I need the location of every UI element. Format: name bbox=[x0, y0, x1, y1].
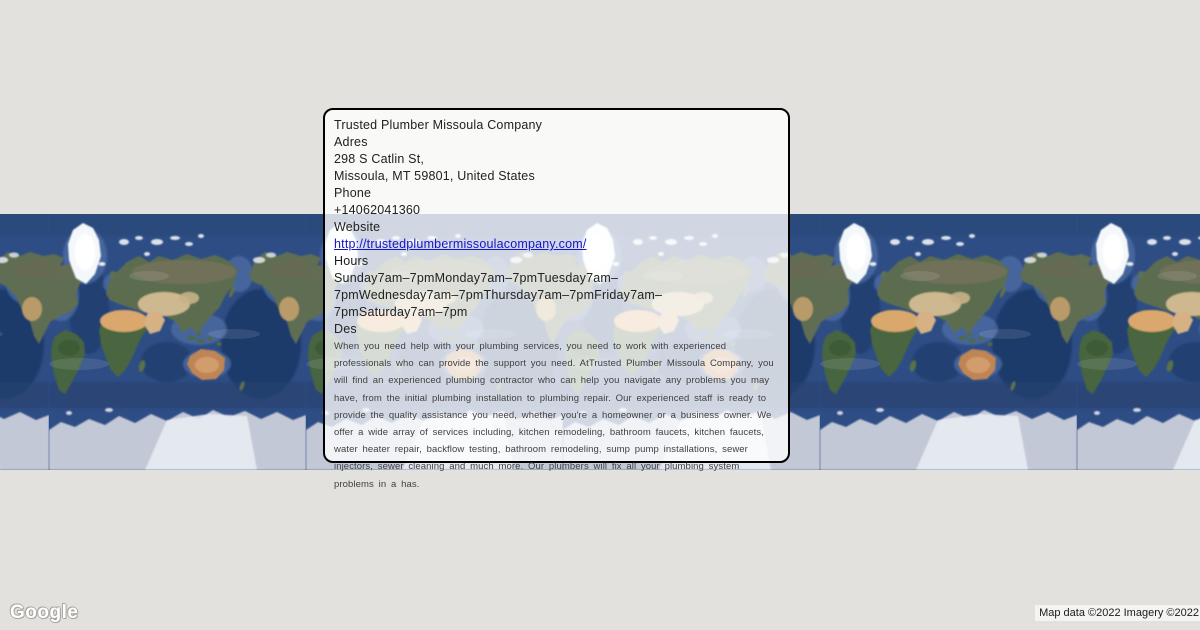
map-attribution: Map data ©2022 Imagery ©2022 bbox=[1035, 605, 1200, 621]
business-info-card bbox=[323, 108, 790, 490]
description-label: Des bbox=[334, 322, 357, 336]
world-map-tile bbox=[1077, 214, 1200, 470]
address-line-1: 298 S Catlin St, bbox=[334, 152, 425, 166]
website-label: Website bbox=[334, 220, 381, 234]
description-text: When you need help with your plumbing services, you need to work with experienced professionals who can provide the support you need. AtTrusted Plumber Missoula Company, you will find an experienced plumbing contractor who can help you navigate any problems you may have, from the initial plumbing installation to plumbing repair. Our experienced staff is ready to provide the quality assistance you need, whether you're a homeowner or a business owner. We offer a wide array of services including, kitchen remodeling, bathroom faucets, kitchen faucets, water heater repair, backflow testing, bathroom remodeling, sump pump installations, sewer injectors, sewer cleaning and much more. Our plumbers will fix all your plumbing system problems in a has. bbox=[334, 341, 774, 490]
world-map-tile bbox=[820, 214, 1077, 470]
google-logo[interactable]: Google bbox=[10, 602, 79, 623]
address-label: Adres bbox=[334, 135, 368, 149]
phone-number: +14062041360 bbox=[334, 203, 421, 217]
hours-label: Hours bbox=[334, 254, 369, 268]
website-link[interactable]: http://trustedplumbermissoulacompany.com/ bbox=[334, 237, 587, 251]
business-name: Trusted Plumber Missoula Company bbox=[334, 118, 543, 132]
phone-label: Phone bbox=[334, 186, 372, 200]
address-line-2: Missoula, MT 59801, United States bbox=[334, 169, 535, 183]
world-map-tile bbox=[0, 214, 49, 470]
hours-text: Sunday7am–7pmMonday7am–7pmTuesday7am–7pmWednesday7am–7pmThursday7am–7pmFriday7am–7pmSaturday7am–7pm bbox=[334, 271, 663, 319]
website-link-row bbox=[334, 236, 781, 253]
world-map-tile bbox=[49, 214, 306, 470]
